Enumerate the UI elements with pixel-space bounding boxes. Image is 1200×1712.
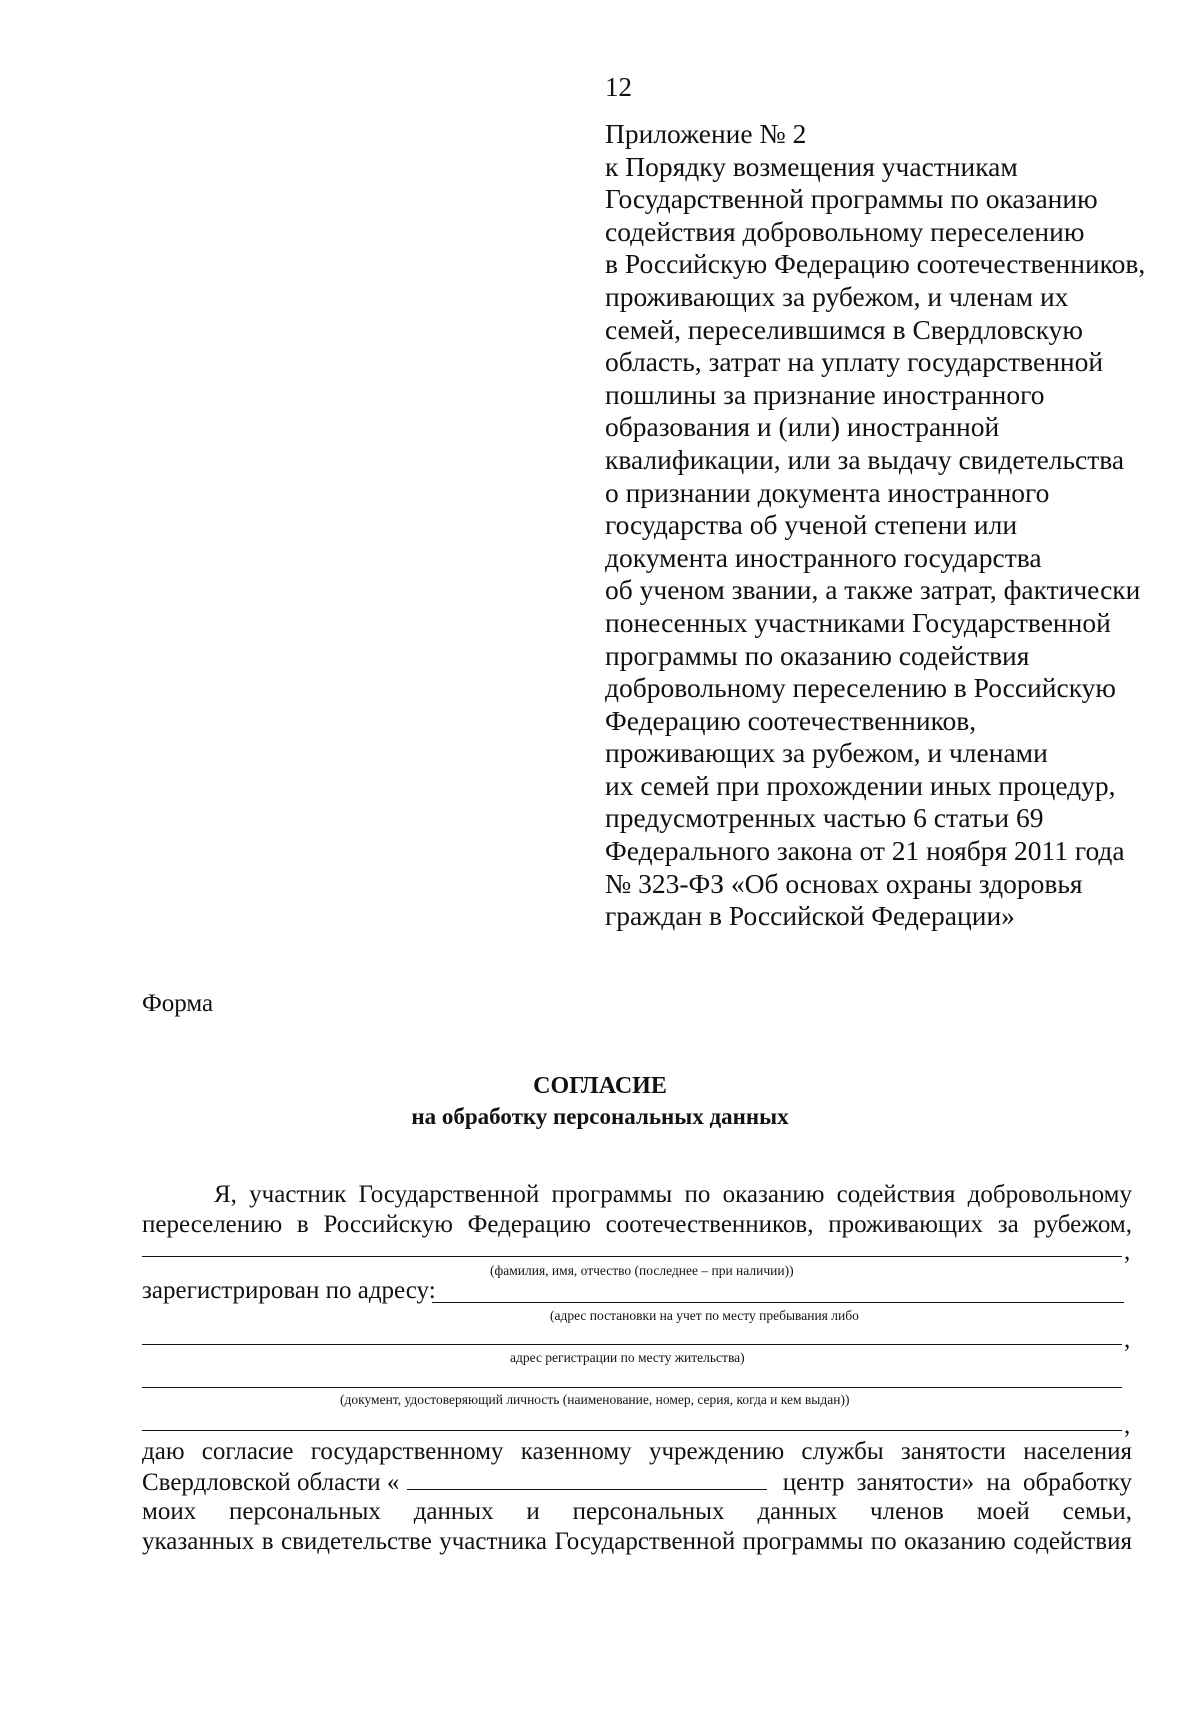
document-title: СОГЛАСИЕ bbox=[533, 1073, 667, 1099]
appendix-line: государства об ученой степени или bbox=[605, 509, 1018, 541]
consent-line: даю согласие государственному казенному учреждению службы занятости населения bbox=[142, 1438, 1132, 1465]
appendix-line: проживающих за рубежом, и членам их bbox=[605, 280, 1069, 312]
consent-line-end: центр занятости» на обработку bbox=[782, 1469, 1132, 1496]
consent-line: моих персональных данных и персональных данных членов моей семьи, bbox=[142, 1498, 1132, 1525]
appendix-line: Приложение № 2 bbox=[605, 118, 807, 149]
appendix-line: содействия добровольному переселению bbox=[605, 215, 1085, 247]
employment-center-blank[interactable] bbox=[407, 1467, 767, 1490]
comma: , bbox=[1124, 1412, 1131, 1439]
appendix-line: добровольному переселению в Российскую bbox=[605, 672, 1116, 704]
appendix-line: Федерального закона от 21 ноября 2011 года bbox=[605, 835, 1125, 867]
address-caption-2: адрес регистрации по месту жительства) bbox=[510, 1350, 745, 1365]
consent-line: указанных в свидетельстве участника Государственной программы по оказанию содействия bbox=[142, 1528, 1132, 1555]
consent-line-start: Свердловской области « bbox=[142, 1469, 400, 1496]
appendix-line: документа иностранного государства bbox=[605, 541, 1042, 573]
address-blank-line[interactable] bbox=[432, 1302, 1124, 1303]
appendix-line: пошлины за признание иностранного bbox=[605, 378, 1045, 410]
appendix-line: их семей при прохождении иных процедур, bbox=[605, 769, 1116, 801]
appendix-line: Федерацию соотечественников, bbox=[605, 704, 977, 736]
appendix-line: образования и (или) иностранной bbox=[605, 411, 1000, 443]
fio-caption: (фамилия, имя, отчество (последнее – при наличии)) bbox=[490, 1263, 794, 1278]
appendix-line: в Российскую Федерацию соотечественников, bbox=[605, 248, 1146, 280]
document-blank-line[interactable] bbox=[142, 1387, 1122, 1388]
document-blank-line-2[interactable] bbox=[142, 1430, 1122, 1431]
appendix-line: № 323-ФЗ «Об основах охраны здоровья bbox=[605, 867, 1083, 899]
page-number: 12 bbox=[605, 72, 632, 102]
comma: , bbox=[1124, 1326, 1131, 1353]
registered-label: зарегистрирован по адресу: bbox=[142, 1277, 436, 1304]
appendix-line: о признании документа иностранного bbox=[605, 476, 1050, 508]
appendix-line: предусмотренных частью 6 статьи 69 bbox=[605, 802, 1044, 834]
address-caption-1: (адрес постановки на учет по месту пребывания либо bbox=[550, 1308, 859, 1323]
appendix-line: к Порядку возмещения участникам bbox=[605, 150, 1018, 182]
appendix-line: Государственной программы по оказанию bbox=[605, 183, 1098, 215]
appendix-line: семей, переселившимся в Свердловскую bbox=[605, 313, 1083, 345]
appendix-block bbox=[605, 118, 1150, 933]
address-blank-line-2[interactable] bbox=[142, 1344, 1122, 1345]
appendix-line: граждан в Российской Федерации» bbox=[605, 900, 1015, 932]
document-subtitle: на обработку персональных данных bbox=[411, 1104, 789, 1129]
appendix-line: проживающих за рубежом, и членами bbox=[605, 737, 1048, 769]
appendix-line: квалификации, или за выдачу свидетельства bbox=[605, 443, 1125, 475]
appendix-line: область, затрат на уплату государственной bbox=[605, 346, 1104, 378]
appendix-line: понесенных участниками Государственной bbox=[605, 606, 1111, 638]
fio-blank-line[interactable] bbox=[142, 1256, 1122, 1257]
document-caption: (документ, удостоверяющий личность (наименование, номер, серия, когда и кем выдан)) bbox=[340, 1392, 850, 1407]
form-label: Форма bbox=[142, 990, 214, 1017]
paragraph-line: Я, участник Государственной программы по оказанию содействия добровольному bbox=[214, 1181, 1132, 1208]
consent-line-with-blank bbox=[142, 1467, 1132, 1497]
appendix-line: об ученом звании, а также затрат, фактически bbox=[605, 574, 1141, 606]
appendix-line: программы по оказанию содействия bbox=[605, 639, 1030, 671]
paragraph-line: переселению в Российскую Федерацию соотечественников, проживающих за рубежом, bbox=[142, 1211, 1132, 1238]
comma: , bbox=[1124, 1238, 1131, 1265]
